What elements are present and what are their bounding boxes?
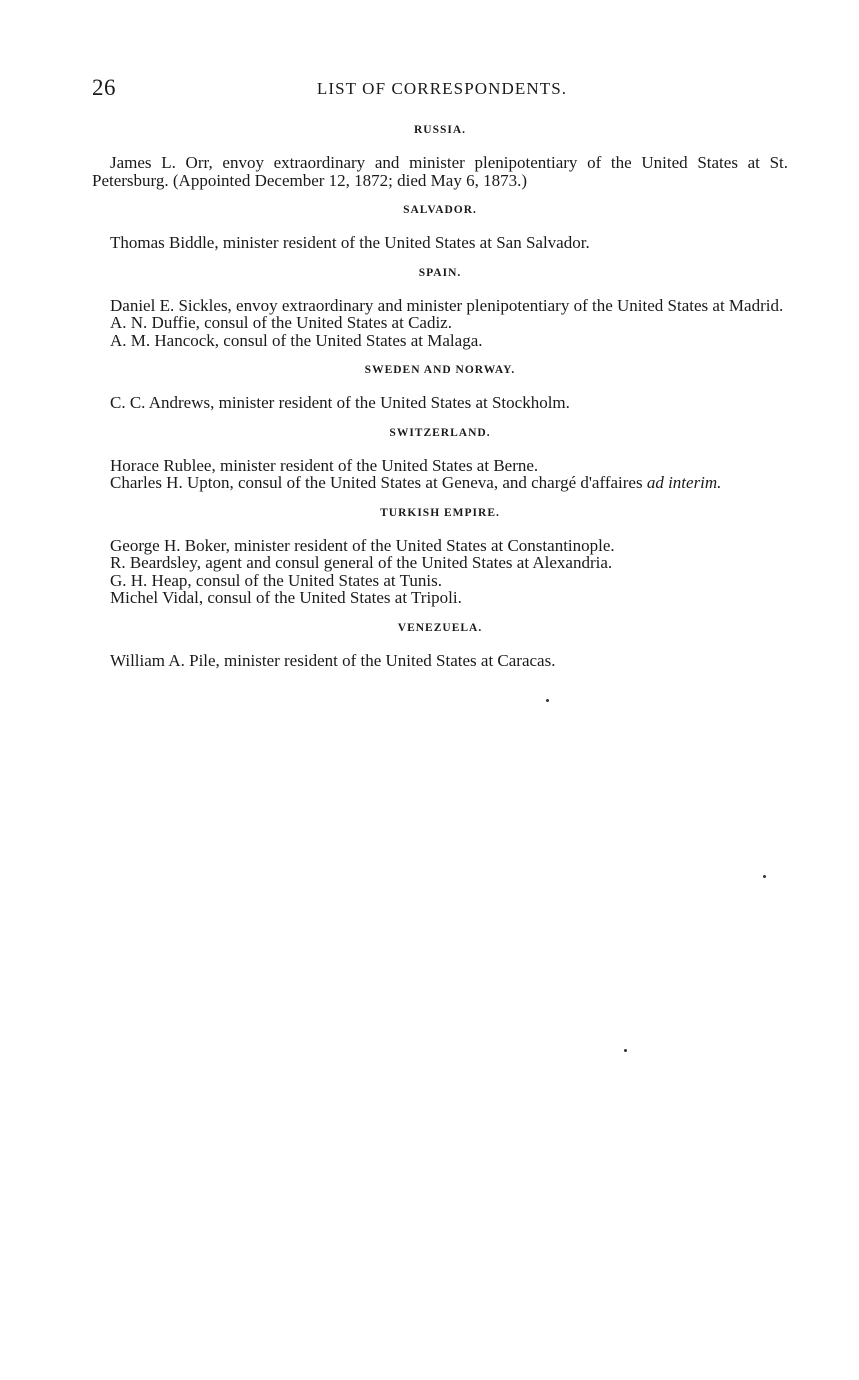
section-heading: SPAIN. xyxy=(418,266,462,279)
section-switzerland xyxy=(92,425,788,492)
section-salvador xyxy=(92,202,788,252)
print-speck xyxy=(763,875,766,878)
section-heading: VENEZUELA. xyxy=(397,621,483,634)
correspondent-entry xyxy=(92,474,788,492)
page-title: LIST OF CORRESPONDENTS. xyxy=(316,79,568,98)
correspondent-entry: A. M. Hancock, consul of the United States at Malaga. xyxy=(110,330,483,350)
print-speck xyxy=(546,699,549,702)
print-speck xyxy=(624,1049,627,1052)
section-entries xyxy=(92,154,788,189)
correspondent-entry: G. H. Heap, consul of the United States at Tunis. xyxy=(110,570,442,590)
correspondent-entry: James L. Orr, envoy extraordinary and minister plenipotentiary of the United States at St. Petersburg. (Appointed December 12, 1872; died May 6, 1873.) xyxy=(92,153,788,190)
section-entries xyxy=(92,394,788,412)
section-heading: SWEDEN AND NORWAY. xyxy=(364,364,516,376)
correspondent-entry: C. C. Andrews, minister resident of the United States at Stockholm. xyxy=(110,393,570,412)
correspondent-entry: George H. Boker, minister resident of the United States at Constantinople. xyxy=(110,535,615,555)
correspondents-list xyxy=(92,122,788,682)
running-head xyxy=(92,74,788,104)
correspondent-entry: Horace Rublee, minister resident of the United States at Berne. xyxy=(110,455,539,475)
section-heading: SALVADOR. xyxy=(403,204,477,216)
section-entries xyxy=(92,652,788,670)
correspondent-entry: A. N. Duffie, consul of the United States at Cadiz. xyxy=(110,313,452,332)
section-entries xyxy=(92,457,788,492)
section-heading: TURKISH EMPIRE. xyxy=(380,506,500,519)
correspondent-entry: Daniel E. Sickles, envoy extraordinary and minister plenipotentiary of the United States at Madrid. xyxy=(110,295,784,315)
section-sweden-and-norway xyxy=(92,362,788,412)
correspondent-entry: Michel Vidal, consul of the United States at Tripoli. xyxy=(110,588,462,607)
section-russia xyxy=(92,122,788,189)
section-venezuela xyxy=(92,620,788,670)
entry-text: Charles H. Upton, consul of the United States at Geneva, and chargé d'affaires xyxy=(110,473,643,492)
page-number: 26 xyxy=(92,75,116,100)
section-entries xyxy=(92,234,788,252)
entry-italic-text: ad interim. xyxy=(646,473,722,492)
section-entries xyxy=(92,537,788,607)
section-spain xyxy=(92,265,788,350)
section-heading: SWITZERLAND. xyxy=(389,426,491,439)
section-entries xyxy=(92,297,788,350)
correspondent-entry: Thomas Biddle, minister resident of the United States at San Salvador. xyxy=(110,233,590,252)
correspondent-entry: R. Beardsley, agent and consul general of the United States at Alexandria. xyxy=(110,553,613,572)
section-heading: RUSSIA. xyxy=(413,124,467,136)
section-turkish-empire xyxy=(92,505,788,607)
correspondent-entry: William A. Pile, minister resident of the United States at Caracas. xyxy=(110,650,556,670)
